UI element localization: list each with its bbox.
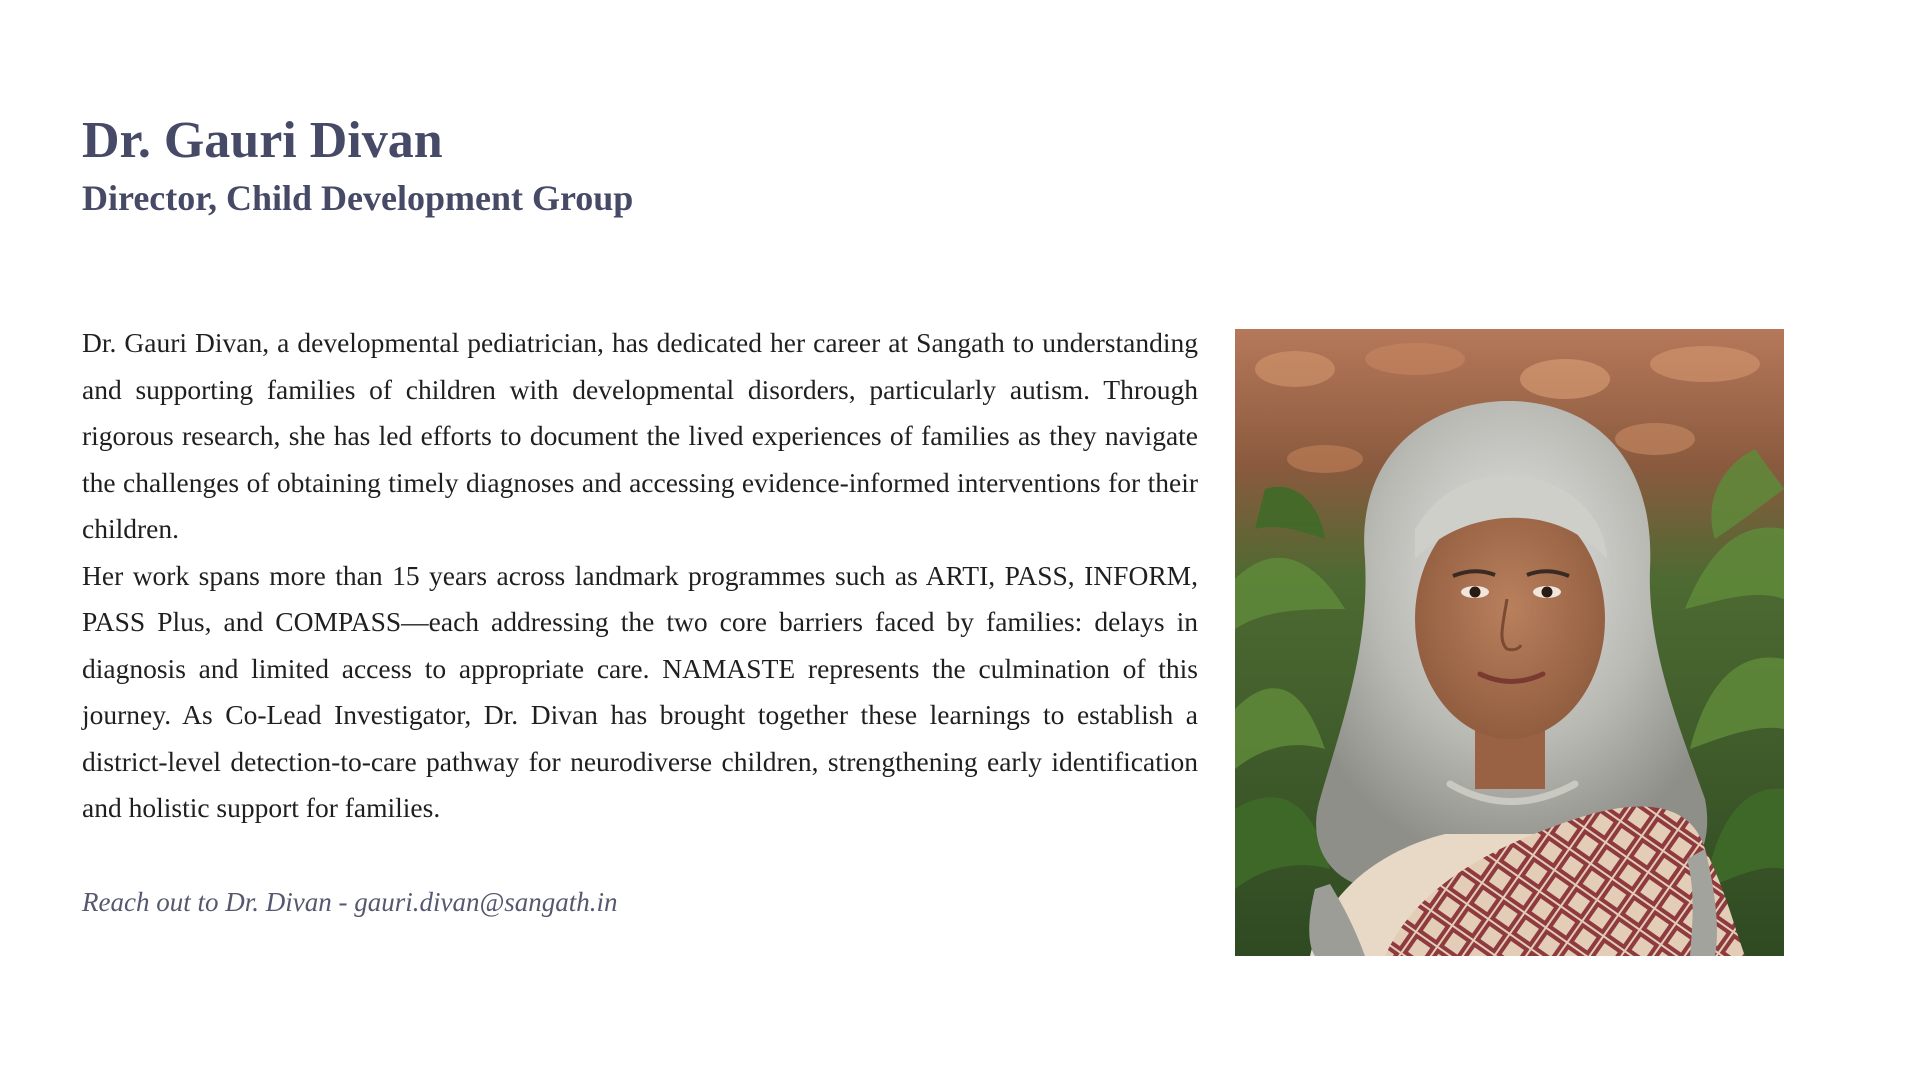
contact-email-link[interactable]: gauri.divan@sangath.in	[354, 887, 618, 917]
biography	[82, 320, 1198, 832]
portrait-photo	[1235, 329, 1784, 956]
contact-prefix: Reach out to Dr. Divan -	[82, 887, 355, 917]
bio-paragraph-1: Dr. Gauri Divan, a developmental pediatrician, has dedicated her career at Sangath to understanding and supporting families of children with developmental disorders, particularly autism. Through rigorous research, she has led efforts to document the lived experiences of families as they navigate the challenges of obtaining timely diagnoses and accessing evidence-informed interventions for their children.	[82, 327, 1198, 544]
portrait-illustration	[1235, 329, 1784, 956]
person-title: Director, Child Development Group	[82, 178, 634, 218]
contact-line	[82, 882, 618, 922]
person-name: Dr. Gauri Divan	[82, 112, 443, 169]
bio-paragraph-2: Her work spans more than 15 years across landmark programmes such as ARTI, PASS, INFORM, PASS Plus, and COMPASS—each addressing the two core barriers faced by families: delays in diagnosis and limited access to appropriate care. NAMASTE represents the culmination of this journey. As Co-Lead Investigator, Dr. Divan has brought together these learnings to establish a district-level detection-to-care pathway for neurodiverse children, strengthening early identification and holistic support for families.	[82, 559, 1198, 823]
profile-header	[82, 108, 633, 222]
